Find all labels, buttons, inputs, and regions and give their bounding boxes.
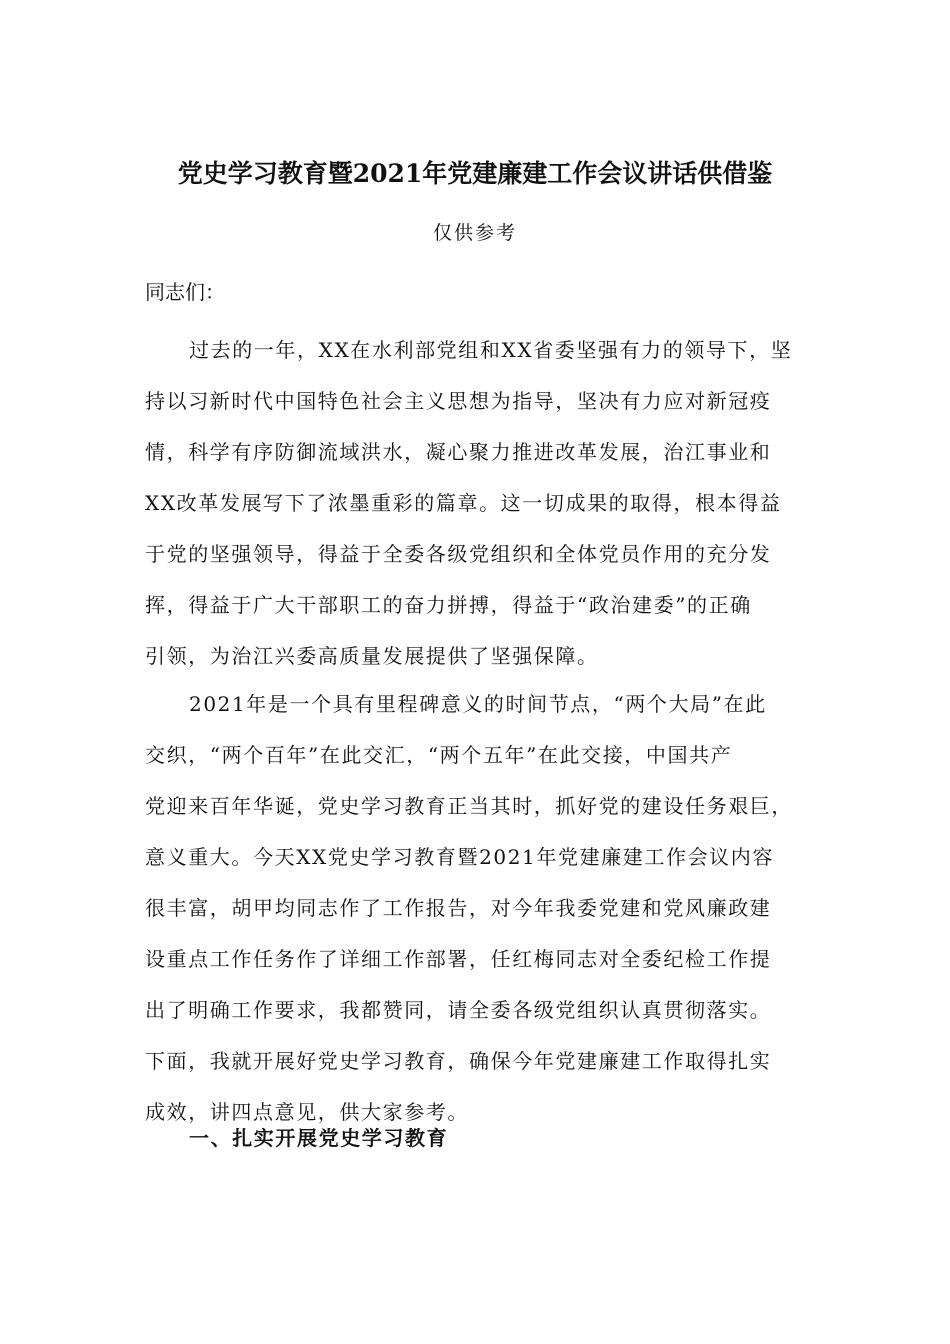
- paragraph-line: 过去的一年，XX在水利部党组和XX省委坚强有力的领导下，坚: [189, 338, 793, 362]
- paragraph-line: 于党的坚强领导，得益于全委各级党组织和全体党员作用的充分发: [145, 542, 772, 566]
- paragraph-2: [145, 679, 810, 1138]
- paragraph-line: 持以习新时代中国特色社会主义思想为指导，坚决有力应对新冠疫: [145, 389, 772, 413]
- paragraph-line: 挥，得益于广大干部职工的奋力拼搏，得益于“政治建委”的正确: [145, 593, 752, 617]
- paragraph-line: 引领，为治江兴委高质量发展提供了坚强保障。: [145, 644, 599, 668]
- paragraph-line: 党迎来百年华诞，党史学习教育正当其时，抓好党的建设任务艰巨，: [145, 794, 793, 818]
- paragraph-line: 交织，“两个百年”在此交汇，“两个五年”在此交接，中国共产: [145, 743, 733, 767]
- paragraph-line: XX改革发展写下了浓墨重彩的篇章。这一切成果的取得，根本得益: [145, 491, 782, 515]
- paragraph-line: 出了明确工作要求，我都赞同，请全委各级党组织认真贯彻落实。: [145, 998, 772, 1022]
- paragraph-line: 很丰富，胡甲均同志作了工作报告，对今年我委党建和党风廉政建: [145, 896, 772, 920]
- paragraph-line: 2021年是一个具有里程碑意义的时间节点，“两个大局”在此: [189, 692, 767, 716]
- paragraph-line: 情，科学有序防御流域洪水，凝心聚力推进改革发展，治江事业和: [145, 440, 772, 464]
- document-title: 党史学习教育暨2021年党建廉建工作会议讲话供借鉴: [177, 159, 773, 188]
- paragraph-line: 设重点工作任务作了详细工作部署，任红梅同志对全委纪检工作提: [145, 947, 772, 971]
- paragraph-line: 成效，讲四点意见，供大家参考。: [145, 1100, 469, 1124]
- section-heading: 一、扎实开展党史学习教育: [189, 1126, 449, 1150]
- paragraph-line: 意义重大。今天XX党史学习教育暨2021年党建廉建工作会议内容: [145, 845, 774, 869]
- paragraph-1: [145, 325, 810, 682]
- paragraph-line: 下面，我就开展好党史学习教育，确保今年党建廉建工作取得扎实: [145, 1049, 772, 1073]
- salutation: 同志们：: [145, 280, 225, 304]
- document-subtitle: 仅供参考: [432, 222, 517, 244]
